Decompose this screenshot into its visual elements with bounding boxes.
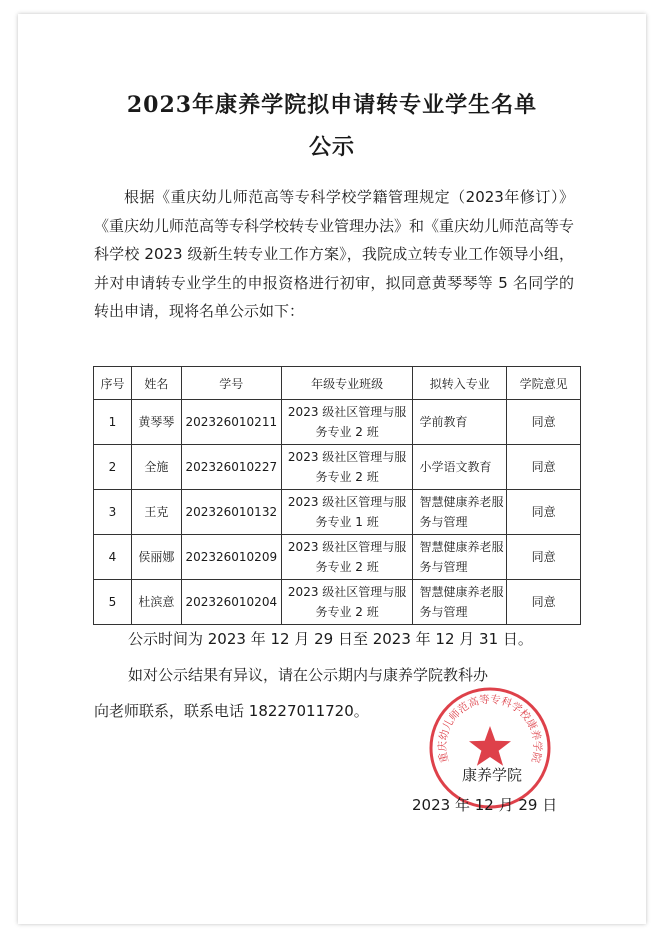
document-subtitle: 公示 — [308, 134, 355, 160]
cell-index: 1 — [94, 400, 132, 445]
cell-index: 5 — [94, 580, 132, 625]
cell-class: 2023 级社区管理与服务专业 2 班 — [281, 445, 413, 490]
table-header-row — [94, 367, 581, 400]
contact-line-2: 向老师联系，联系电话 18227011720。 — [94, 702, 369, 720]
cell-name: 王克 — [131, 490, 181, 535]
cell-opinion: 同意 — [507, 490, 581, 535]
cell-name: 杜滨意 — [131, 580, 181, 625]
col-header-name: 姓名 — [131, 367, 181, 400]
student-table — [93, 366, 581, 625]
col-header-target-major: 拟转入专业 — [413, 367, 507, 400]
cell-student-id: 202326010204 — [181, 580, 281, 625]
cell-class: 2023 级社区管理与服务专业 2 班 — [281, 400, 413, 445]
table-row — [94, 535, 581, 580]
signature-org: 康养学院 — [462, 766, 523, 784]
cell-target-major: 智慧健康养老服务与管理 — [413, 535, 507, 580]
cell-student-id: 202326010211 — [181, 400, 281, 445]
cell-student-id: 202326010227 — [181, 445, 281, 490]
contact-line-1: 如对公示结果有异议，请在公示期内与康养学院教科办 — [128, 666, 489, 684]
cell-opinion: 同意 — [507, 445, 581, 490]
cell-index: 3 — [94, 490, 132, 535]
seal-text: 重庆幼儿师范高等专科学校康养学院 — [436, 693, 544, 764]
col-header-student-id: 学号 — [181, 367, 281, 400]
cell-class: 2023 级社区管理与服务专业 1 班 — [281, 490, 413, 535]
table-row — [94, 580, 581, 625]
cell-target-major: 学前教育 — [413, 400, 507, 445]
cell-index: 4 — [94, 535, 132, 580]
cell-student-id: 202326010209 — [181, 535, 281, 580]
cell-name: 全施 — [131, 445, 181, 490]
cell-name: 侯丽娜 — [131, 535, 181, 580]
col-header-class: 年级专业班级 — [281, 367, 413, 400]
cell-index: 2 — [94, 445, 132, 490]
cell-target-major: 小学语文教育 — [413, 445, 507, 490]
table-row — [94, 400, 581, 445]
table-row — [94, 445, 581, 490]
col-header-opinion: 学院意见 — [507, 367, 581, 400]
cell-class: 2023 级社区管理与服务专业 2 班 — [281, 580, 413, 625]
cell-student-id: 202326010132 — [181, 490, 281, 535]
col-header-index: 序号 — [94, 367, 132, 400]
signature-date: 2023 年 12 月 29 日 — [412, 796, 558, 814]
official-seal-icon — [428, 686, 552, 810]
cell-opinion: 同意 — [507, 535, 581, 580]
table-row — [94, 490, 581, 535]
cell-opinion: 同意 — [507, 580, 581, 625]
publicity-period: 公示时间为 2023 年 12 月 29 日至 2023 年 12 月 31 日。 — [128, 630, 533, 648]
cell-class: 2023 级社区管理与服务专业 2 班 — [281, 535, 413, 580]
cell-target-major: 智慧健康养老服务与管理 — [413, 580, 507, 625]
cell-name: 黄琴琴 — [131, 400, 181, 445]
cell-opinion: 同意 — [507, 400, 581, 445]
intro-paragraph: 根据《重庆幼儿师范高等专科学校学籍管理规定（2023年修订）》《重庆幼儿师范高等专科学校转专业管理办法》和《重庆幼儿师范高等专科学校 2023 级新生转专业工作方案》，我院成立转专业工作领导小组，并对申请转专业学生的申报资格进行初审，拟同意黄琴琴等 5 名同学的转出申请，现将名单公示如下： — [94, 188, 575, 320]
document-title: 2023年康养学院拟申请转专业学生名单 — [126, 92, 538, 118]
cell-target-major: 智慧健康养老服务与管理 — [413, 490, 507, 535]
